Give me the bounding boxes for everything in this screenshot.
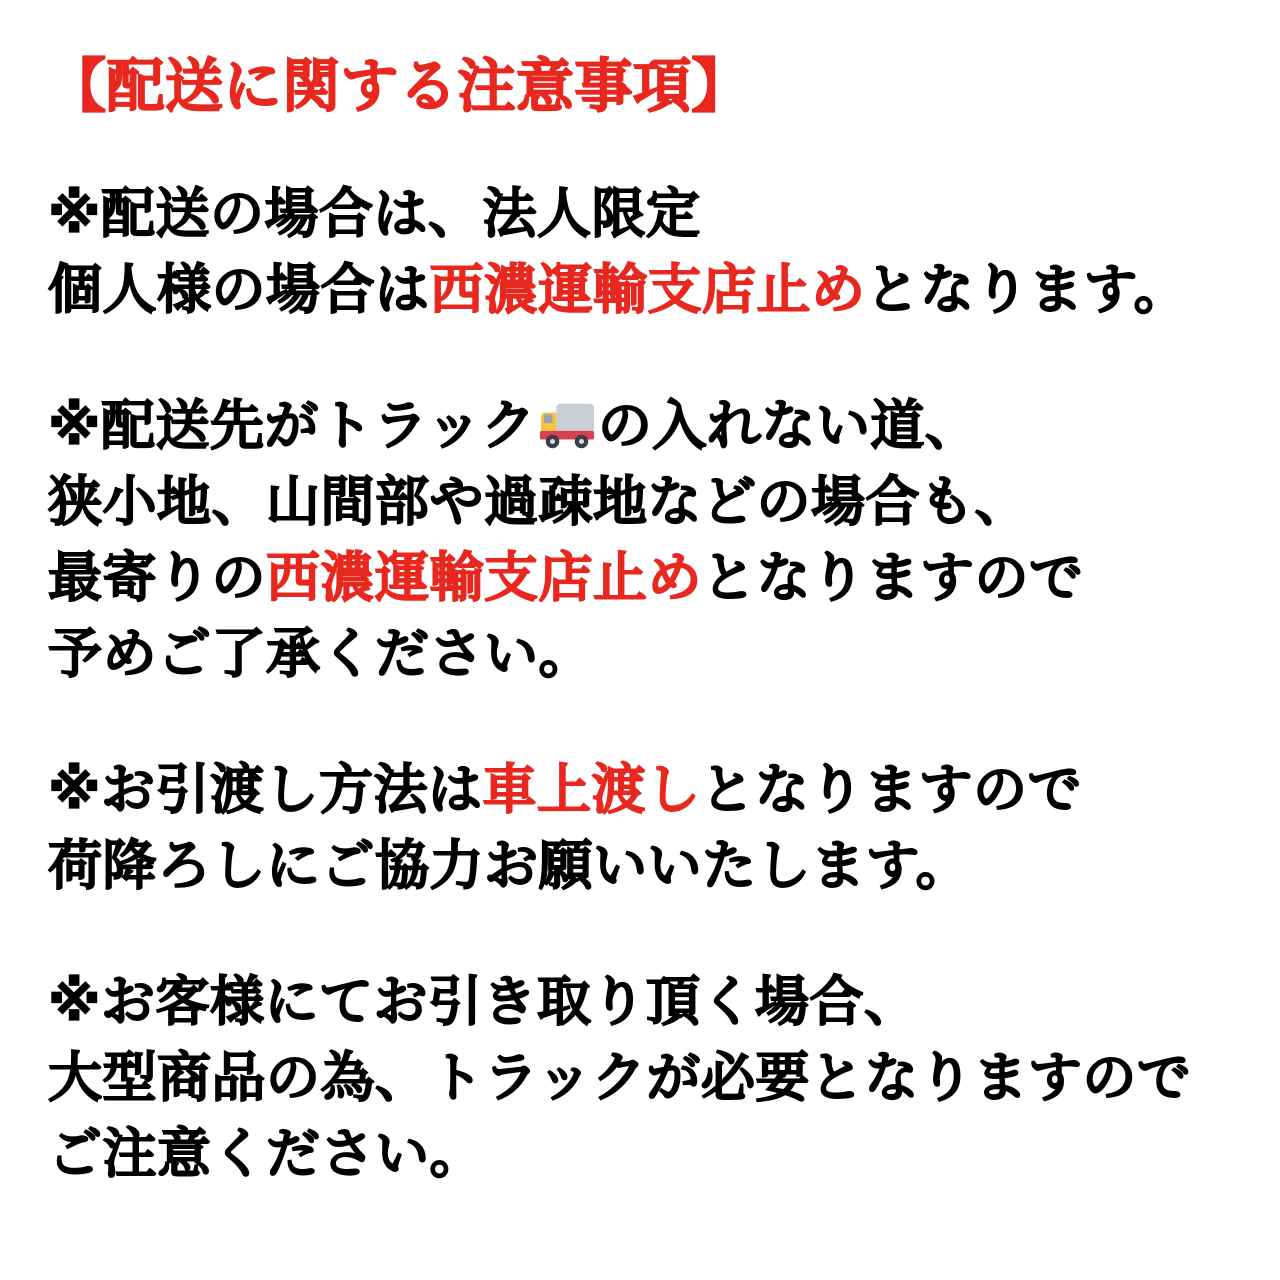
text-line [48, 252, 1244, 328]
highlight-tailgate-delivery: 車上渡し [482, 758, 701, 821]
text-segment: 荷降ろしにご協力お願いいたします。 [48, 834, 971, 897]
text-line [48, 464, 1244, 540]
text-segment: ※お引渡し方法は [48, 758, 483, 821]
text-segment: ご注意ください。 [48, 1122, 484, 1185]
text-segment: の入れない道、 [597, 394, 980, 457]
text-segment: 予めご了承ください。 [48, 622, 593, 685]
text-segment: となりますので [700, 758, 1082, 821]
text-segment: ※お客様にてお引き取り頂く場合、 [48, 970, 919, 1033]
text-line [48, 1040, 1244, 1116]
notice-handover-method [48, 752, 1244, 904]
text-segment: ※配送の場合は、法人限定 [48, 182, 701, 245]
text-segment: となります。 [865, 258, 1189, 321]
notice-truck-access [48, 388, 1244, 692]
highlight-seino-branch-hold: 西濃運輸支店止め [429, 258, 866, 321]
text-segment: となりますので [702, 546, 1084, 609]
text-line [48, 752, 1244, 828]
text-line [48, 828, 1244, 904]
text-segment: ※配送先がトラック [48, 394, 536, 457]
text-segment: 個人様の場合は [48, 258, 430, 321]
text-line [48, 176, 1244, 252]
notice-customer-pickup [48, 964, 1244, 1192]
text-line [48, 1116, 1244, 1192]
text-line [48, 540, 1244, 616]
text-line [48, 388, 1244, 464]
highlight-seino-branch-hold: 西濃運輸支店止め [266, 546, 702, 609]
delivery-truck-icon [538, 396, 596, 448]
page-title: 【配送に関する注意事項】 [48, 52, 751, 120]
text-segment: 最寄りの [48, 546, 266, 609]
text-line [48, 964, 1244, 1040]
text-segment: 大型商品の為、トラックが必要となりますので [48, 1046, 1192, 1109]
text-segment: 狭小地、山間部や過疎地などの場合も、 [48, 470, 1029, 533]
text-line [48, 616, 1244, 692]
notice-corporate-only [48, 176, 1244, 328]
